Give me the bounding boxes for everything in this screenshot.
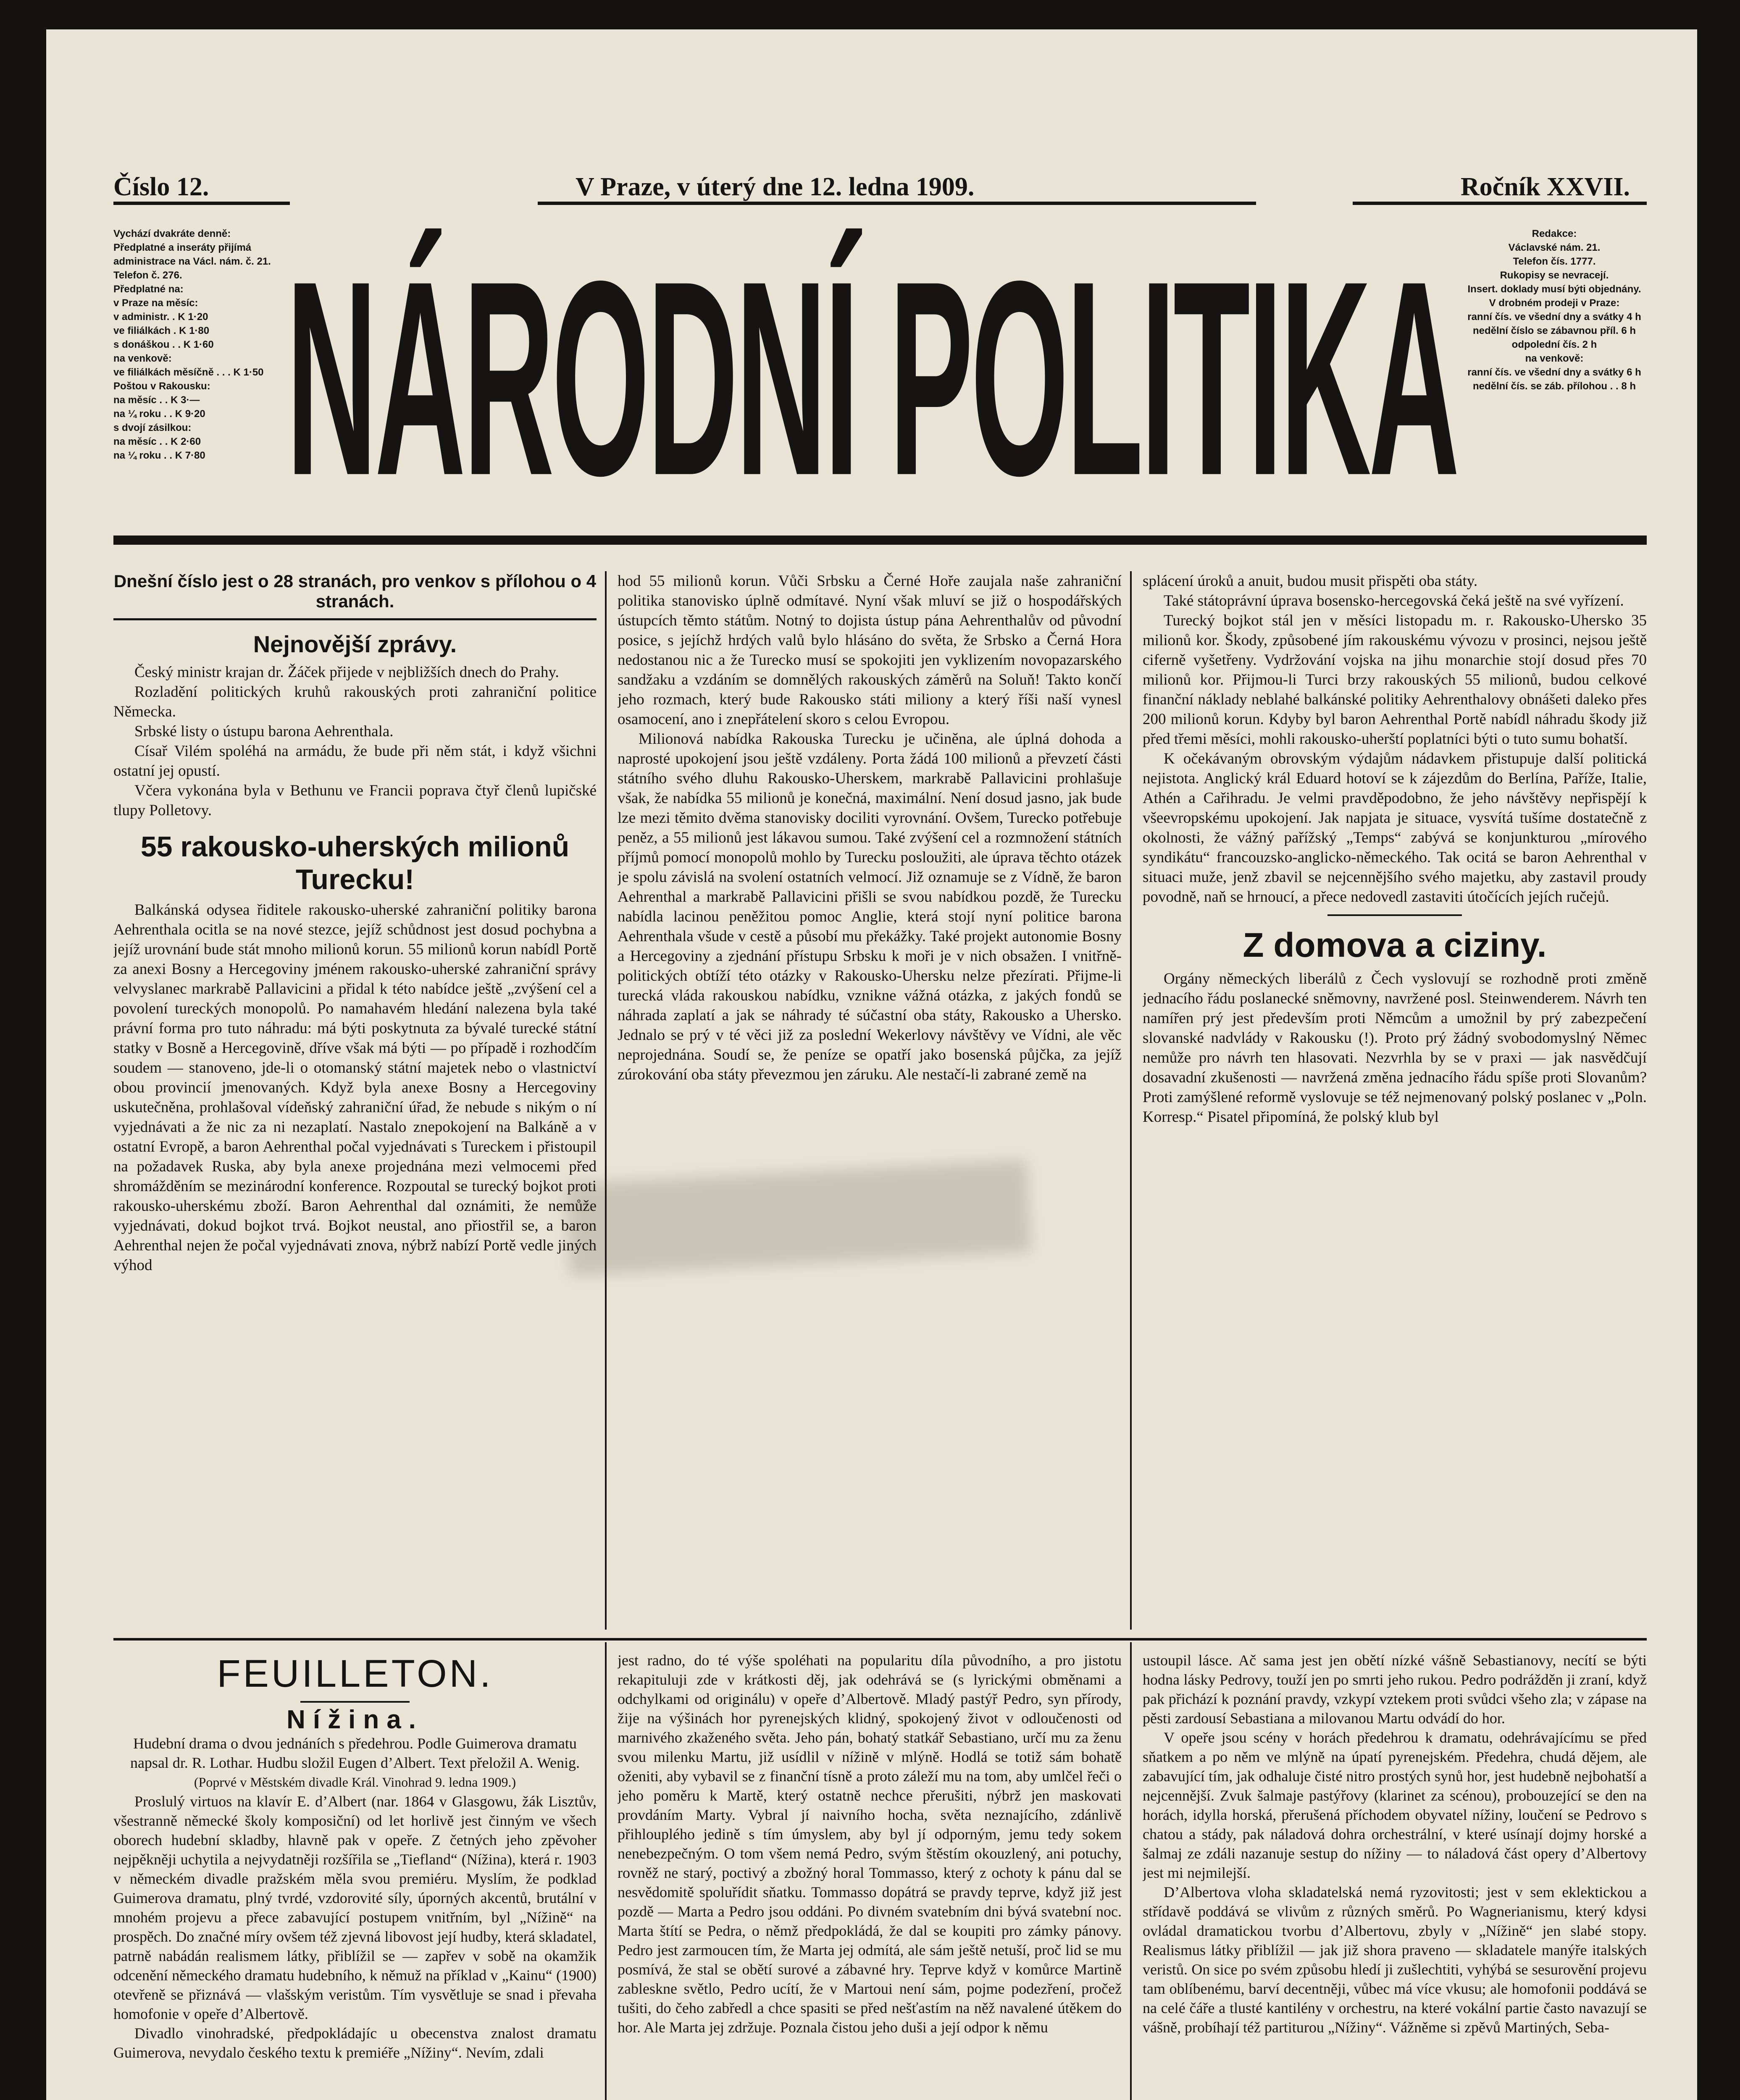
issue-number: Číslo 12. <box>113 173 209 201</box>
issue-note: Dnešní číslo jest o 28 stranách, pro venkov s přílohou o 4 stranách. <box>113 571 597 611</box>
article-text: Také státoprávní úprava bosensko-hercegovská čeká ještě na své vyřízení. <box>1164 592 1624 609</box>
news-item: Císař Vilém spoléhá na armádu, že bude při něm stát, i když všichni ostatní jej opustí. <box>113 743 597 780</box>
article-text: Balkánská odysea řiditele rakousko-uherské zahraniční politiky barona Aehrenthala ocitla se na nové stezce, jejíž schůdnost jest dosud pochybna a jejíž urovnání bude stát mnoho milionů korun. 55 milionů korun nabídl Portě za anexi Bosny a Hercegoviny jménem rakousko-uherské zahraniční správy velvyslanec markrabě Pallavicini a přidal k této nabídce ještě „zvýšení cel a povolení tureckých monopolů. Po namahavém hledání nalezena byla také právní forma pro tuto náhradu: má býti poskytnuta za bývalé turecké státní statky v Bosně a Hercegovině, dříve však má býti — po případě i rozhodčím soudem — stanoveno, jde-li o otomanský státní majetek nebo o vlastnictví obou provincií jmenovaných. Když byla anexe Bosny a Hercegoviny uskutečněna, prohlašoval vídeňský zahraniční úřad, že nebude s nikým o ní vyjednávati a že nic za ni nezaplatí. Nastalo znepokojení na Balkáně a v ostatní Evropě, a baron Aehrenthal počal vyjednávati s Tureckem i přistoupil na požadavek Ruska, aby byla anexe projednána mezi velmocemi před shromážděním se mezinárodní konference. Rozpoutal se turecký bojkot proti rakousko-uherskému zboží. Baron Aehrenthal dal oznámiti, že nemůže vyjednávati, dokud bojkot trvá. Bojkot neustal, ano přiostřil se, a baron Aehrenthal nejen že počal vyjednávati znova, nýbrž nabízí Portě vedle jiných výhod <box>113 901 597 1274</box>
article-text: Orgány německých liberálů z Čech vyslovují se rozhodně proti změně jednacího řádu poslanecké sněmovny, navržené posl. Steinwenderem. Návrh ten namířen prý jest především proti Němcům a umožnil by prý zabezpečení slovanské nadvlády v Rakousku (!). Proto prý žádný svobodomyslný Němec nemůže pro návrh ten hlasovati. Nezvrhla by se v praxi — jak nasvědčují dosavadní zkušenosti — navržená změna jednacího řádu spíše proti Slovanům? Proti zamýšlené reformě vyslovuje se též nejmenovaný polský poslanec v „Poln. Korresp.“ Pisatel připomíná, že polský klub byl <box>1143 970 1647 1126</box>
article-headline: 55 rakousko-uherských milionů Turecku! <box>140 831 570 895</box>
feuilleton-text: V opeře jsou scény v horách předehrou k dramatu, odehrávajícímu se před sňatkem a po něm ve mlýně na úpatí pyrenejském. Předehra, chudá dějem, ale zabavující tím, jak odhaluje čisté nitro prostých synů hor, jest hudebně nejbohatší a nejcennější. Zvuk šalmaje pastýřovy (klarinet za scénou), probouzející se den na horách, idylla horská, přerušená příchodem obyvatel nížiny, loučení se Pedrovo s chatou a stády, pak náladová dohra orchestrální, v které usínají dojmy horské a šalmaj ze zdáli nazanuje sestup do nížiny — to náladová část opery d’Albertovy jest mi nejmilejší. <box>1143 1729 1647 1881</box>
feuilleton-text: Proslulý virtuos na klavír E. d’Albert (nar. 1864 v Glasgowu, žák Lisztův, všestranně německé školy komposiční) od let horlivě jest činným ve všech oborech hudební skladby, hlavně pak v opeře. Z četných jeho zpěvoher nejpěkněji uchytila a nejvydatněji rozšířila se „Tiefland“ (Nížina), která r. 1903 v německém divadle pražském měla svou premiéru. Myslím, že podklad Guimerova dramatu, plný tvrdé, vzdorovité síly, úporných akcentů, brutální v mnohém projevu a přece zabavující postupem vnitřním, byl „Nížině“ na prospěch. Do značné míry ovšem též zjevná libovost její hudby, která skladatel, patrně nabádán realismem látky, přiblížil se — zapřev v sobě na okamžik odcenění německého dramatu hudebního, k němuž na příklad v „Kainu“ (1900) otevřeně se přiznává — vlašským veristům. Tím vysvětluje se snad i převaha homofonie v opeře d’Albertově. <box>113 1793 597 2022</box>
rule-left <box>113 202 290 205</box>
volume: Ročník XXVII. <box>1460 173 1630 201</box>
short-rule <box>300 1701 410 1703</box>
article-text: hod 55 milionů korun. Vůči Srbsku a Černé Hoře zaujala naše zahraniční politika stanovisko úplně odmítavé. Nyní však mluví se již o hospodářských ústupcích těmto státům. Notný to dojista ústup pána Aehrenthalův od původní posice, s jejíchž hrdých valů bylo hlásáno do světa, že Srbsko a Černá Hora nedostanou nic a že Turecko musí se spokojiti jen vyklizením novopazarského sandžaku a vzdáním se domnělých rakouských záměrů na Soluň! Takto končí jeho rozmach, který bude Rakousko státi miliony a který říši naší vynesl osamocení, ano i znepřátelení skoro s celou Evropou. <box>618 572 1122 728</box>
feuilleton-column-2 <box>618 1651 1122 2100</box>
column-3 <box>1143 571 1647 1621</box>
newspaper-page <box>46 29 1697 2100</box>
feuilleton-column-1 <box>113 1651 597 2100</box>
news-item: Včera vykonána byla v Bethunu ve Francii poprava čtyř členů lupičské tlupy Polletovy. <box>113 782 597 819</box>
feuilleton-title: Nížina. <box>286 1705 423 1734</box>
editorial-info: Redakce: Václavské nám. 21. Telefon čís. 1777. Rukopisy se nevracejí. Insert. doklady musí býti objednány. V drobném prodeji v Praze: ranní čís. ve všední dny a svátky 4 h nedělní číslo se zábavnou příl. 6 h odpolední čís. 2 h na venkově: ranní čís. ve všední dny a svátky 6 h nedělní čís. se záb. přílohou . . 8 h <box>1467 228 1641 392</box>
news-item: Rozladění politických kruhů rakouských proti zahraniční politice Německa. <box>113 683 597 720</box>
masthead-rule <box>113 536 1647 545</box>
rule-center <box>538 202 1256 205</box>
news-heading: Nejnovější zprávy. <box>253 631 457 657</box>
feuilleton-subtitle: Hudební drama o dvou jednáních s předehrou. Podle Guimerova dramatu napsal dr. R. Lothar. Hudbu složil Eugen d’Albert. Text přeložil A. Wenig. <box>130 1735 580 1771</box>
news-item: Srbské listy o ústupu barona Aehrenthala. <box>134 723 394 740</box>
subscription-info: Vychází dvakráte denně: Předplatné a inseráty přijímá administrace na Václ. nám. č. 21. Telefon č. 276. Předplatné na: v Praze na měsíc: v administr. . K 1·20 ve filiálkách . K 1·80 s donáškou . . K 1·60 na venkově: ve filiálkách měsíčně . . . K 1·50 Poštou v Rakousku: na měsíc . . K 3·— na ¼ roku . . K 9·20 s dvojí zásilkou: na měsíc . . K 2·60 na ¼ roku . . K 7·80 <box>113 228 271 461</box>
column-1 <box>113 571 597 1621</box>
feuilleton-text: jest radno, do té výše spoléhati na popularitu díla původního, a pro jistotu rekapituluji zde v krátkosti děj, jak odehrává se (s lyrickými obměnami a odchylkami od originálu) v opeře d’Albertově. Mladý pastýř Pedro, syn přírody, žije na výšinách hor pyrenejských klidný, spokojený život v odloučenosti od marnivého zkaženého světa. Jeho pán, bohatý statkář Sebastiano, určí mu za ženu svou milenku Martu, již usídlil v nížině v mlýně. Hodlá se totiž sám bohatě oženiti, aby vybavil se z finanční tísně a proto záleží mu na tom, aby umlčel řeči o jeho poměru k Martě, který ostatně nechce přerušiti, nýbrž jen maskovati provdáním Marty. Vybral jí naivního hocha, světa neznajícího, zdánlivě přihlouplého jedině s tím úmyslem, aby byl jí odporným, jemu tedy sokem nenebezpečným. O tom všem nemá Pedro, svým štěstím okouzlený, ani potuchy, rovněž ne starý, poctivý a zbožný horal Tommasso, který z ochoty k pánu dal se nesvědomitě spoluřídit sňatku. Tommasso dopátrá se pravdy teprve, když již jest pozdě — Marta a Pedro jsou oddáni. Po divném svatebním dni bývá svatební noc. Marta štítí se Pedra, o němž předpokládá, že dal se koupiti pro zámky pánovy. Pedro jest zarmoucen tím, že Marta jej odmítá, ale sám ještě netuší, proč lid se mu posmívá, že stal se obětí surové a zábavné hry. Teprve když v komůrce Martině zableskne světlo, Pedro ucítí, že v Martoui není sám, pojme podezření, pročež tušiti, do čeho zabředl a chce spasiti se před nešťastím na něž navalené útěkem do hor. Ale Marta jej zdržuje. Poznala čistou jeho duši a její odpor k němu <box>618 1652 1122 2036</box>
feuilleton-column-3 <box>1143 1651 1647 2100</box>
rule-right <box>1353 202 1647 205</box>
masthead-title: NÁRODNÍ POLITIKA <box>286 223 1457 533</box>
feuilleton-text: ustoupil lásce. Ač sama jest jen obětí nízké vášně Sebastianovy, necítí se býti hodna lásky Pedrovy, touží jen po smrti jeho rukou. Pedro podrážděn ji zraní, když pak přichází k poznání pravdy, vzkypí vztekem proti svůdci všeho zla; v zápase na pěsti zardousí Sebastiana a milovanou Martu odvádí do hor. <box>1143 1652 1647 1727</box>
rule <box>113 618 597 620</box>
feuilleton-text: Divadlo vinohradské, předpokládajíc u obecenstva znalost dramatu Guimerova, nevydalo českého textu k premiéře „Nížiny“. Nevím, zdali <box>113 2025 597 2061</box>
premiere-note: (Poprvé v Městském divadle Král. Vinohrad 9. ledna 1909.) <box>194 1774 516 1790</box>
article-text: Turecký bojkot stál jen v měsíci listopadu m. r. Rakousko-Uhersko 35 milionů kor. Škody, způsobené jím rakouskému vývozu v prosinci, nejsou ještě ciferně vyšetřeny. Vydržování vojska na jihu monarchie stojí dosud přes 70 milionů kor. Přijmou-li Turci brzy rakouských 55 milionů, budou celkové finanční náklady neblahé balkánské politiky Aehrenthalovy obnášeti daleko přes 200 milionů korun. Kdyby byl baron Aehrenthal Portě nabídl náhradu škody již před třemi měsíci, mohli rakousko-uherští poplatníci býti o tuto sumu bohatší. <box>1143 612 1647 748</box>
column-divider <box>605 571 607 1630</box>
news-item: Český ministr krajan dr. Žáček přijede v nejbližších dnech do Prahy. <box>134 664 559 681</box>
feuilleton-text: D’Albertova vloha skladatelská nemá ryzovitosti; jest v sem eklektickou a střídavě poddává se vlivům z různých směrů. Po Wagnerianismu, který kdysi ovládal dramatickou tvorbu d’Albertovu, zbyly v „Nížině“ jen slabé stopy. Realismus látky přiblížil — jak již shora praveno — skladatele manýře italských veristů. On sice po svém způsobu hledí ji zušlechtiti, vyhýbá se sesurovění projevu tam oblíbenému, barví decentněji, vůbec má více vkusu; ale homofonii poddává se na celé čáře a tlusté kantilény v orchestru, na které vokální partie často navazují se vášně, probíhají též partiturou „Nížiny“. Vážněme si zpěvů Martiných, Seba- <box>1143 1884 1647 2036</box>
article-text: K očekávaným obrovským výdajům nádavkem přistupuje další politická nejistota. Anglický král Eduard hotoví se k zájezdům do Berlína, Paříže, Italie, Athén a Cařihradu. Je velmi pravděpodobno, že jeho návštěvy nepřispějí k všeevropskému upokojení. Jak napjata je situace, vysvítá tušíme dostatečně z okolnosti, že vážný pařížský „Temps“ zabývá se konjunkturou „mírového syndikátu“ francouzsko-anglicko-německého. Tak ocitá se baron Aehrenthal v situaci muže, jenž zbavil se nejcennějšího svého majetku, aby zastavil proudy povodně, naň se hrnoucí, a přece nedovedl zastaviti útočících jejích ručejů. <box>1143 750 1647 906</box>
news-list <box>113 662 597 820</box>
article-text: Milionová nabídka Rakouska Turecku je učiněna, ale úplná dohoda a naprosté upokojení jsou ještě vzdáleny. Porta žádá 100 milionů a převzetí části státního svého dluhu Rakousko-Uherskem, markrabě Pallavicini prohlašuje však, že nabídka 55 milionů je konečná, maximální. Není dosud jasno, jak bude lze mezi těmito dvěma stanovisky dociliti vyrovnání. Ovšem, Turecko potřebuje peněz, a 55 milionů jest lákavou sumou. Také zvýšení cel a rozmnožení státních příjmů pomocí monopolů mohlo by Turecku posloužiti, ale úprava těchto otázek je spolu závislá na svolení ostatních velmocí. Již oznamuje se z Vídně, že baron Aehrenthal a markrabě Pallavicini přišli se svou nabídkou pozdě, že Turecku nabídla lacinou peněžitou pomoc Anglie, která stojí nyní politice barona Aehrenthala všude v cestě a působí mu překážky. Také projekt autonomie Bosny a Hercegoviny a zjednání přístupu Srbsku k moři je v nich obsažen. I vnitřně-politických obtíží této otázky v Rakousko-Uhersku nelze přezírati. Přijme-li turecká vláda rakouskou nabídku, vznikne vážná otázka, z jakých fondů se náhrada zaplatí a jak se náhrady té súčastní oba státy, Rakousko a Uhersko. Jednalo se prý v té věci již za poslední Wekerlovy návštěvy ve Vídni, ale věc neprojednána. Soudí se, že peníze se opatří jako bosenská půjčka, za jejíž zúrokování oba státy převezmou jen záruku. Ale nestačí-li zabrané země na <box>618 730 1122 1083</box>
dateline <box>113 172 1630 201</box>
section-heading: Z domova a ciziny. <box>1243 926 1547 964</box>
column-divider <box>1130 1642 1132 2100</box>
masthead <box>286 223 1457 533</box>
column-divider <box>605 1642 607 2100</box>
date-place: V Praze, v úterý dne 12. ledna 1909. <box>576 173 975 201</box>
column-divider <box>1130 571 1132 1630</box>
feuilleton-rule <box>113 1638 1647 1641</box>
article-text: splácení úroků a anuit, budou musit přispěti oba státy. <box>1143 572 1478 590</box>
column-2 <box>618 571 1122 1621</box>
short-rule <box>1327 914 1462 916</box>
feuilleton-heading: FEUILLETON. <box>217 1652 493 1695</box>
